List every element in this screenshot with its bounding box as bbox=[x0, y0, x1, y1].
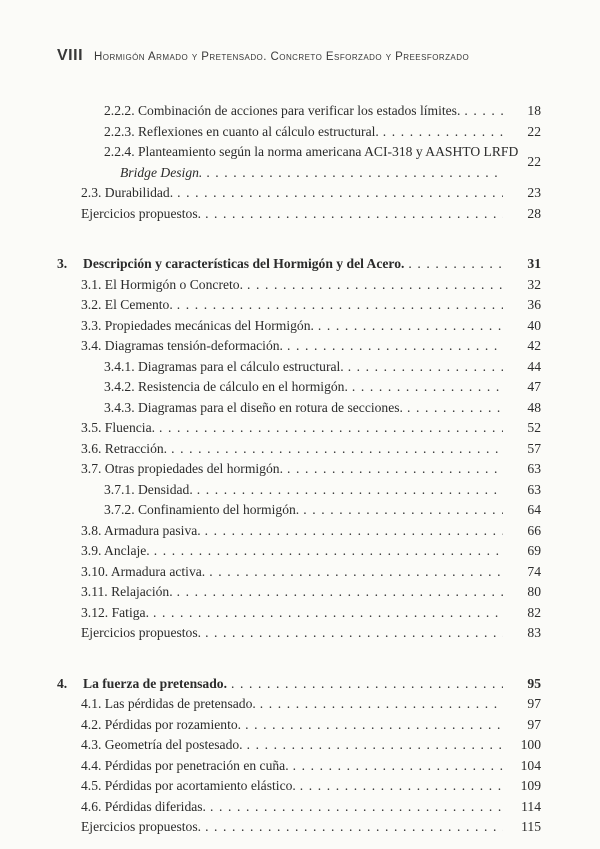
toc-entry bbox=[57, 418, 541, 439]
dot-leader bbox=[344, 357, 503, 378]
toc-chapter-row bbox=[57, 674, 541, 695]
dot-leader bbox=[205, 562, 503, 583]
toc-entry bbox=[57, 694, 541, 715]
entry-text: 3.4.2. Resistencia de cálculo en el hormigón. bbox=[104, 379, 348, 394]
entry-page-number: 36 bbox=[527, 297, 541, 312]
entry-text: 4.6. Pérdidas diferidas. bbox=[81, 798, 206, 814]
toc-entry bbox=[57, 756, 541, 777]
chapter-number: 4. bbox=[57, 675, 68, 691]
entry-page-number: 32 bbox=[527, 276, 541, 292]
entry-text: 3.5. Fluencia. bbox=[81, 420, 155, 435]
dot-leader bbox=[173, 295, 503, 316]
toc-entry bbox=[57, 797, 541, 818]
entry-text: 3.6. Retracción. bbox=[81, 440, 168, 456]
entry-text: 3.8. Armadura pasiva. bbox=[81, 522, 201, 538]
entry-text: 3.1. El Hormigón o Concreto. bbox=[81, 276, 243, 292]
dot-leader bbox=[243, 275, 503, 296]
entry-text: 3.2. El Cemento. bbox=[81, 297, 173, 312]
toc-entry bbox=[57, 480, 541, 501]
entry-page-number: 48 bbox=[527, 399, 541, 415]
entry-page-number: 22 bbox=[527, 154, 541, 170]
dot-leader bbox=[149, 603, 503, 624]
entry-page-number: 80 bbox=[527, 584, 541, 599]
toc-entry-line2 bbox=[104, 163, 505, 184]
toc-group bbox=[57, 254, 541, 644]
dot-leader bbox=[155, 418, 503, 439]
toc-chapter-row bbox=[57, 254, 541, 275]
toc-entry-text-block bbox=[104, 142, 519, 183]
entry-text: 3.12. Fatiga. bbox=[81, 604, 149, 620]
chapter-number: 3. bbox=[57, 256, 68, 271]
toc-entry bbox=[57, 500, 541, 521]
chapter-title: La fuerza de pretensado. bbox=[83, 675, 227, 691]
dot-leader bbox=[314, 316, 503, 337]
entry-page-number: 22 bbox=[527, 123, 541, 139]
dot-leader bbox=[299, 500, 503, 521]
dot-leader bbox=[173, 183, 503, 204]
entry-text: 3.10. Armadura activa. bbox=[81, 563, 206, 579]
toc-entry bbox=[57, 183, 541, 204]
dot-leader bbox=[201, 623, 503, 644]
toc-group bbox=[57, 101, 541, 224]
entry-page-number: 23 bbox=[527, 185, 541, 200]
toc-entry bbox=[57, 817, 541, 838]
entry-page-number: 47 bbox=[527, 379, 541, 394]
entry-text-line2: Bridge Design. bbox=[120, 164, 203, 180]
dot-leader bbox=[201, 204, 503, 225]
toc-entry bbox=[57, 521, 541, 542]
dot-leader bbox=[243, 735, 503, 756]
dot-leader bbox=[202, 163, 503, 184]
toc-entry bbox=[57, 439, 541, 460]
entry-page-number: 57 bbox=[527, 440, 541, 456]
toc-entry bbox=[57, 142, 541, 183]
entry-text: 2.3. Durabilidad. bbox=[81, 185, 174, 200]
entry-page-number: 100 bbox=[520, 737, 541, 752]
chapter-title: Descripción y características del Hormigón y del Acero. bbox=[83, 256, 405, 271]
toc-entry bbox=[57, 398, 541, 419]
entry-page-number: 82 bbox=[527, 604, 541, 620]
entry-text: 3.11. Relajación. bbox=[81, 584, 173, 599]
toc-entry bbox=[57, 122, 541, 143]
entry-text: 3.3. Propiedades mecánicas del Hormigón. bbox=[81, 317, 314, 333]
toc-entry bbox=[57, 316, 541, 337]
dot-leader bbox=[201, 817, 503, 838]
toc-entry bbox=[57, 101, 541, 122]
dot-leader bbox=[460, 101, 503, 122]
dot-leader bbox=[173, 582, 503, 603]
entry-text: 3.4. Diagramas tensión-deformación. bbox=[81, 338, 283, 353]
entry-text: 3.9. Anclaje. bbox=[81, 543, 150, 558]
toc bbox=[57, 101, 541, 838]
entry-page-number: 109 bbox=[520, 778, 541, 793]
entry-page-number: 63 bbox=[527, 461, 541, 476]
dot-leader bbox=[256, 694, 503, 715]
toc-entry bbox=[57, 541, 541, 562]
chapter-page-number: 95 bbox=[527, 675, 541, 691]
dot-leader bbox=[150, 541, 503, 562]
entry-text: 2.2.4. Planteamiento según la norma americana ACI-318 y AASHTO LRFD bbox=[104, 144, 519, 159]
dot-leader bbox=[227, 674, 503, 695]
dot-leader bbox=[206, 797, 503, 818]
entry-text: 2.2.2. Combinación de acciones para verificar los estados límites. bbox=[104, 103, 461, 118]
entry-text: 3.7. Otras propiedades del hormigón. bbox=[81, 461, 283, 476]
entry-text: 4.4. Pérdidas por penetración en cuña. bbox=[81, 757, 289, 773]
entry-text: 2.2.3. Reflexiones en cuanto al cálculo estructural. bbox=[104, 123, 379, 139]
dot-leader bbox=[296, 776, 503, 797]
dot-leader bbox=[379, 122, 503, 143]
entry-text: 4.2. Pérdidas por rozamiento. bbox=[81, 716, 242, 732]
entry-page-number: 83 bbox=[527, 625, 541, 640]
entry-text: Ejercicios propuestos. bbox=[81, 205, 202, 221]
toc-entry bbox=[57, 377, 541, 398]
dot-leader bbox=[167, 439, 503, 460]
toc-entry bbox=[57, 623, 541, 644]
dot-leader bbox=[403, 398, 503, 419]
entry-page-number: 66 bbox=[527, 522, 541, 538]
entry-text: 3.7.2. Confinamiento del hormigón. bbox=[104, 502, 300, 517]
toc-entry bbox=[57, 275, 541, 296]
entry-text: 3.7.1. Densidad. bbox=[104, 481, 193, 497]
entry-page-number: 52 bbox=[527, 420, 541, 435]
dot-leader bbox=[201, 521, 503, 542]
toc-entry bbox=[57, 776, 541, 797]
toc-entry bbox=[57, 336, 541, 357]
toc-entry bbox=[57, 562, 541, 583]
entry-page-number: 115 bbox=[521, 819, 541, 834]
folio-page-number: VIII bbox=[57, 47, 84, 64]
dot-leader bbox=[348, 377, 503, 398]
toc-entry bbox=[57, 357, 541, 378]
toc-group bbox=[57, 674, 541, 838]
entry-text: 4.1. Las pérdidas de pretensado. bbox=[81, 696, 256, 711]
entry-page-number: 18 bbox=[527, 103, 541, 118]
dot-leader bbox=[283, 336, 503, 357]
entry-text: 3.4.1. Diagramas para el cálculo estructural. bbox=[104, 358, 344, 374]
entry-page-number: 44 bbox=[527, 358, 541, 374]
entry-page-number: 28 bbox=[527, 205, 541, 221]
entry-text: 4.3. Geometría del postesado. bbox=[81, 737, 243, 752]
entry-text: Ejercicios propuestos. bbox=[81, 625, 202, 640]
entry-page-number: 74 bbox=[527, 563, 541, 579]
chapter-page-number: 31 bbox=[527, 256, 541, 271]
entry-page-number: 97 bbox=[527, 716, 541, 732]
toc-entry bbox=[57, 735, 541, 756]
dot-leader bbox=[193, 480, 503, 501]
entry-page-number: 104 bbox=[520, 757, 541, 773]
entry-text: 4.5. Pérdidas por acortamiento elástico. bbox=[81, 778, 296, 793]
entry-page-number: 114 bbox=[521, 798, 541, 814]
entry-text: 3.4.3. Diagramas para el diseño en rotura de secciones. bbox=[104, 399, 403, 415]
entry-page-number: 40 bbox=[527, 317, 541, 333]
toc-entry bbox=[57, 603, 541, 624]
entry-page-number: 42 bbox=[527, 338, 541, 353]
toc-entry bbox=[57, 715, 541, 736]
dot-leader bbox=[289, 756, 503, 777]
toc-entry bbox=[57, 459, 541, 480]
dot-leader bbox=[241, 715, 503, 736]
toc-entry bbox=[57, 204, 541, 225]
dot-leader bbox=[283, 459, 503, 480]
entry-page-number: 64 bbox=[527, 502, 541, 517]
entry-text: Ejercicios propuestos. bbox=[81, 819, 202, 834]
entry-page-number: 63 bbox=[527, 481, 541, 497]
page-header bbox=[57, 47, 541, 65]
toc-entry bbox=[57, 582, 541, 603]
dot-leader bbox=[404, 254, 503, 275]
running-title: Hormigón Armado y Pretensado. Concreto Esforzado y Preesforzado bbox=[94, 51, 470, 63]
entry-page-number: 69 bbox=[527, 543, 541, 558]
toc-entry bbox=[57, 295, 541, 316]
entry-page-number: 97 bbox=[527, 696, 541, 711]
